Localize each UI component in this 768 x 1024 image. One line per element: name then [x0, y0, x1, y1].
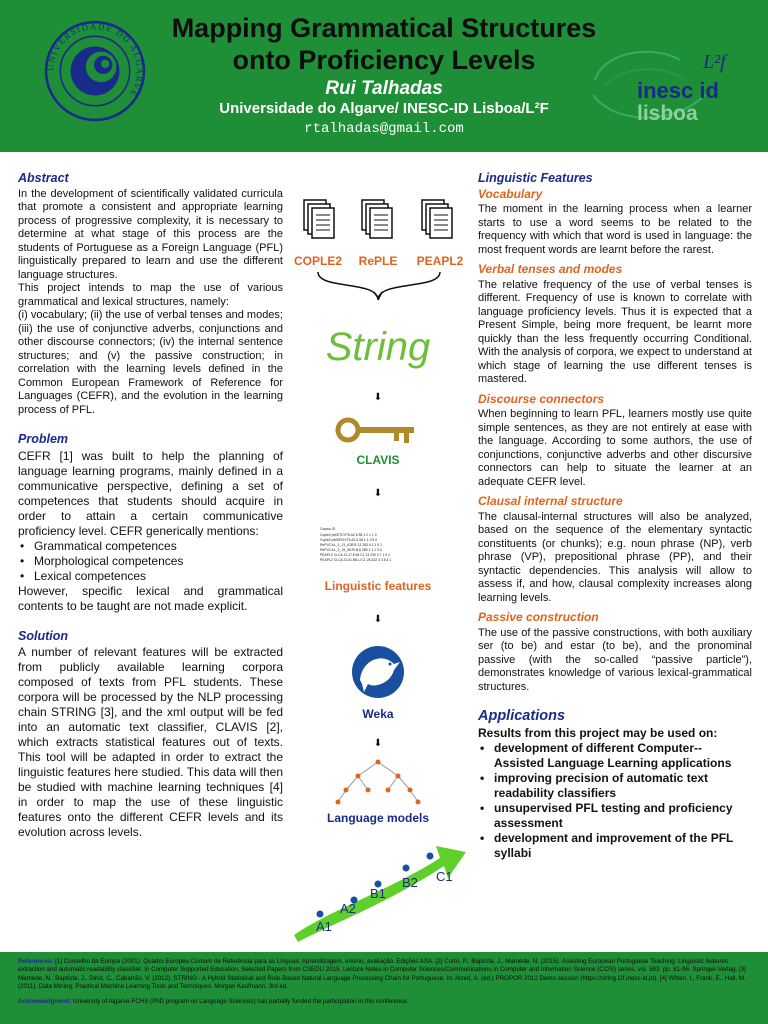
solution-paragraph: A number of relevant features will be extracted from publicly available learning corpora composed of texts from PFL students. These corpora will be processed by the NLP processing chain STRING [3], and the xml output will be fed into an automatic text classifier, CLAVIS [2], which extracts statistical features out of texts. This tool will be adapted in order to extract the linguistic features here studied. This data will then be studied with machine learning techniques [4] in order to map the use of these linguistic features onto the different CEFR levels and its evolution across levels.: [18, 645, 283, 839]
problem-list-item: • Morphological competences: [18, 554, 283, 569]
problem-list-item: • Lexical competences: [18, 569, 283, 584]
applications-list-item: • development and improvement of the PFL syllabi: [478, 831, 752, 861]
left-column: [18, 172, 283, 840]
merge-brace: [318, 272, 440, 300]
passive-construction-paragraph: The use of the passive constructions, with both auxiliary ser (to be) and estar (to be), and the pronominal passive (with the so-called “passive particle”), demonstrates knowledge of various lexical-grammatical structures.: [478, 626, 752, 693]
problem-heading: Problem: [18, 432, 69, 446]
level-label-a1: A1: [316, 919, 332, 934]
svg-text:PEAPL2 CLCA.CL01.5B.Li C1 2: PEAPL2 CLCA.CL01.5B.Li C1 28 322 3 3 8 4 1: [320, 558, 392, 562]
problem-paragraph-1: CEFR [1] was built to help the planning of language learning programs, mainly defined in a communicative perspective, defining a set of competences that students should acquire in order to attain a certain communicative proficiency level. CEFR generically mentions:: [18, 448, 283, 538]
corpus-label-cople2: COPLE2: [293, 254, 343, 268]
acknowledgment-text: University of Algarve-FCHS (PhD program on Language Sciences) has partially funded the participation in this conference.: [73, 997, 409, 1005]
applications-list-item: • development of different Computer--Assisted Language Learning applications: [478, 741, 752, 771]
level-label-b2: B2: [402, 875, 418, 890]
document-stack-icon: [304, 200, 334, 238]
references-text: [1] Conselho da Europa (2001). Quadro Europeu Comum de Referência para as Línguas: Aprendizagem, ensino, avaliação. Edições ASA. [2] Curto, P., Baptista, J., Mamede, N. (2015). Assisting European Portuguese Teaching: Linguistic features extraction and automatic readability classifier. In Computer Supported Education, Selected Papers from CSEDU 2015, Lecture Notes in Computer Sciences/Communications in Computer and Information Science (CCIS) series, vol. 583: pp. 81-96. Springer-Verlag. [3] Mamede, N., Baptista, J., Diniz, C., Cabarrão, V. (2012). STRING - A Hybrid Statistical and Rule-Based Natural Language Processing Chain for Portuguese. In: Alzed, A. (ed.) PROPOR 2012 Demo session (https://string.l2f.inesc-id.pt). [4] Witten, I., Frank, E., Hall, M. (2011). Data Mining: Practical Machine Learning Tools and Techniques. Morgan Kaufmann, 3rd ed.: [18, 958, 746, 991]
applications-intro: Results from this project may be used on:: [478, 725, 718, 740]
acknowledgment: [18, 998, 750, 1006]
svg-text:Cople2 pe00TCVT5 A2 6 56 1: Cople2 pe00TCVT5 A2 6 56 1 2 1 1 3: [320, 533, 377, 537]
weka-bird-icon: [352, 646, 404, 698]
corpus-label-peapl2: PEAPL2: [416, 254, 464, 268]
language-models-label: Language models: [326, 811, 430, 825]
abstract-paragraph-2: This project intends to map the use of various grammatical and lexical structures, namely:: [18, 282, 283, 308]
affiliation: Universidade do Algarve/ INESC-ID Lisboa/L²F: [219, 100, 549, 117]
verbal-tenses-heading: Verbal tenses and modes: [478, 262, 623, 276]
discourse-connectors-heading: Discourse connectors: [478, 391, 605, 406]
applications-list-item: • improving precision of automatic text readability classifiers: [478, 771, 752, 801]
poster-title-line2: onto Proficiency Levels: [232, 45, 536, 75]
down-arrow-icon: ⬇: [373, 738, 383, 749]
discourse-connectors-paragraph: When beginning to learn PFL, learners mostly use quite simple sentences, as they are not entirely at ease with the language. According to some authors, the use of conjunctions, conjunctive adverbs and other discursive connectors can help to situate the learner at an adequate CEFR level.: [478, 408, 752, 488]
svg-text:PEAPL2 CLCA.CL17.8.Mi C1 13: PEAPL2 CLCA.CL17.8.Mi C1 13 239 0 7 1 5 2: [320, 553, 390, 557]
level-label-c1: C1: [436, 869, 453, 884]
decision-tree-icon: [336, 760, 421, 805]
problem-list-item: • Grammatical competences: [18, 539, 283, 554]
level-label-b1: B1: [370, 886, 386, 901]
svg-text:Cople2 pe00ROVT5 A2 6 56 1: Cople2 pe00ROVT5 A2 6 56 1 1 0 5 0: [320, 538, 378, 542]
down-arrow-icon: ⬇: [373, 614, 383, 625]
down-arrow-icon: ⬇: [373, 488, 383, 499]
clavis-label: CLAVIS: [356, 453, 400, 467]
problem-paragraph-2: However, specific lexical and grammatical contents to be taught are not made explicit.: [18, 583, 283, 613]
document-stack-icon: [362, 200, 392, 238]
inesc-l2f-logo: [585, 40, 745, 130]
down-arrow-icon: ⬇: [373, 392, 383, 403]
references-label: References:: [18, 958, 54, 965]
author-name: Rui Talhadas: [325, 78, 443, 99]
vocabulary-heading: Vocabulary: [478, 186, 543, 201]
level-dot-b2: [403, 865, 410, 872]
poster-title-line1: Mapping Grammatical Structures: [171, 13, 597, 43]
features-table: [320, 527, 391, 562]
corpus-label-reple: RePLE: [358, 254, 398, 268]
linguistic-features-label: Linguistic features: [324, 579, 432, 593]
string-logo: String: [325, 325, 431, 369]
clausal-structure-heading: Clausal internal structure: [478, 494, 623, 508]
level-label-a2: A2: [340, 901, 356, 916]
university-seal-logo: [44, 20, 146, 122]
verbal-tenses-paragraph: The relative frequency of the use of verbal tenses is different. Frequency of use is known to correlate with language proficiency levels. Thus it is expected that a Present Simple, being more frequent, be learnt more quickly than the less frequently occurring Conditional. With the analysis of corpora, we expect to understand at which stage of learning the use different tenses is mastered.: [478, 278, 752, 385]
applications-list-item: • unsupervised PFL testing and proficiency assessment: [478, 801, 752, 831]
applications-heading: Applications: [478, 708, 566, 724]
weka-label: Weka: [362, 707, 394, 721]
linguistic-features-heading: Linguistic Features: [478, 171, 593, 185]
abstract-paragraph-3: (i) vocabulary; (ii) the use of verbal tenses and modes; (iii) the use of conjunctive adverbs, conjunctions and other discourse connectors; (iv) the internal sentence structures; and (v) the passive construction; in correlation with the learning levels defined in the Common European Framework of Reference for Languages (CEFR), and the evolution in the learning process of PFL.: [18, 309, 283, 416]
document-stack-icon: [422, 200, 452, 238]
svg-text:RePLE AL_3_13_A1B B 13 28: RePLE AL_3_13_A1B B 13 283 4 1 1 5 1: [320, 543, 383, 547]
svg-text:RePLE AL_2_15_35.Ri B 6 2: RePLE AL_2_15_35.Ri B 6 289 1 1 1 3 0: [320, 548, 382, 552]
abstract-heading: Abstract: [18, 171, 69, 185]
vocabulary-paragraph: The moment in the learning process when a learner starts to use a word seems to be related to the frequency with which that word is used in language: the most frequent words are learnt before the rarest.: [478, 203, 752, 256]
svg-text:Corpus ID: Corpus ID: [320, 527, 336, 531]
l2f-text: L²f: [703, 51, 726, 73]
clausal-structure-paragraph: The clausal-internal structures will also be analyzed, based on the sequence of the elementary syntactic constituents (or chunks); e.g. noun phrase (NP), verb phrase (VP), prepositional phrase (PP), and their syntactic dependencies. This analysis will allow to assess if, and how, clausal complexity increases along learning levels.: [478, 510, 752, 604]
lisboa-text: lisboa: [637, 102, 698, 125]
processing-flow-diagram: [290, 190, 470, 950]
solution-heading: Solution: [18, 628, 68, 643]
poster-footer: [0, 952, 768, 1024]
inesc-id-text: inesc id: [637, 78, 719, 103]
right-column: [478, 172, 752, 861]
level-dot-c1: [427, 853, 434, 860]
poster-header: [0, 0, 768, 152]
abstract-paragraph-1: In the development of scientifically validated curricula that promote a consistent and appropriate learning process of progressive complexity, it is necessary to determine at what stage of this process are the students of Portuguese as a Foreign Language (PFL) linguistically prepared to learn and use the different language structures.: [18, 187, 283, 281]
seal-text: UNIVERSIDADE DO ALGARVE: [45, 21, 145, 100]
references: [18, 958, 750, 992]
key-icon: [338, 420, 414, 443]
passive-construction-heading: Passive construction: [478, 610, 599, 624]
acknowledgment-label: Acknowledgment:: [18, 997, 72, 1005]
level-dot-a1: [317, 911, 324, 918]
author-email[interactable]: rtalhadas@gmail.com: [304, 121, 464, 137]
